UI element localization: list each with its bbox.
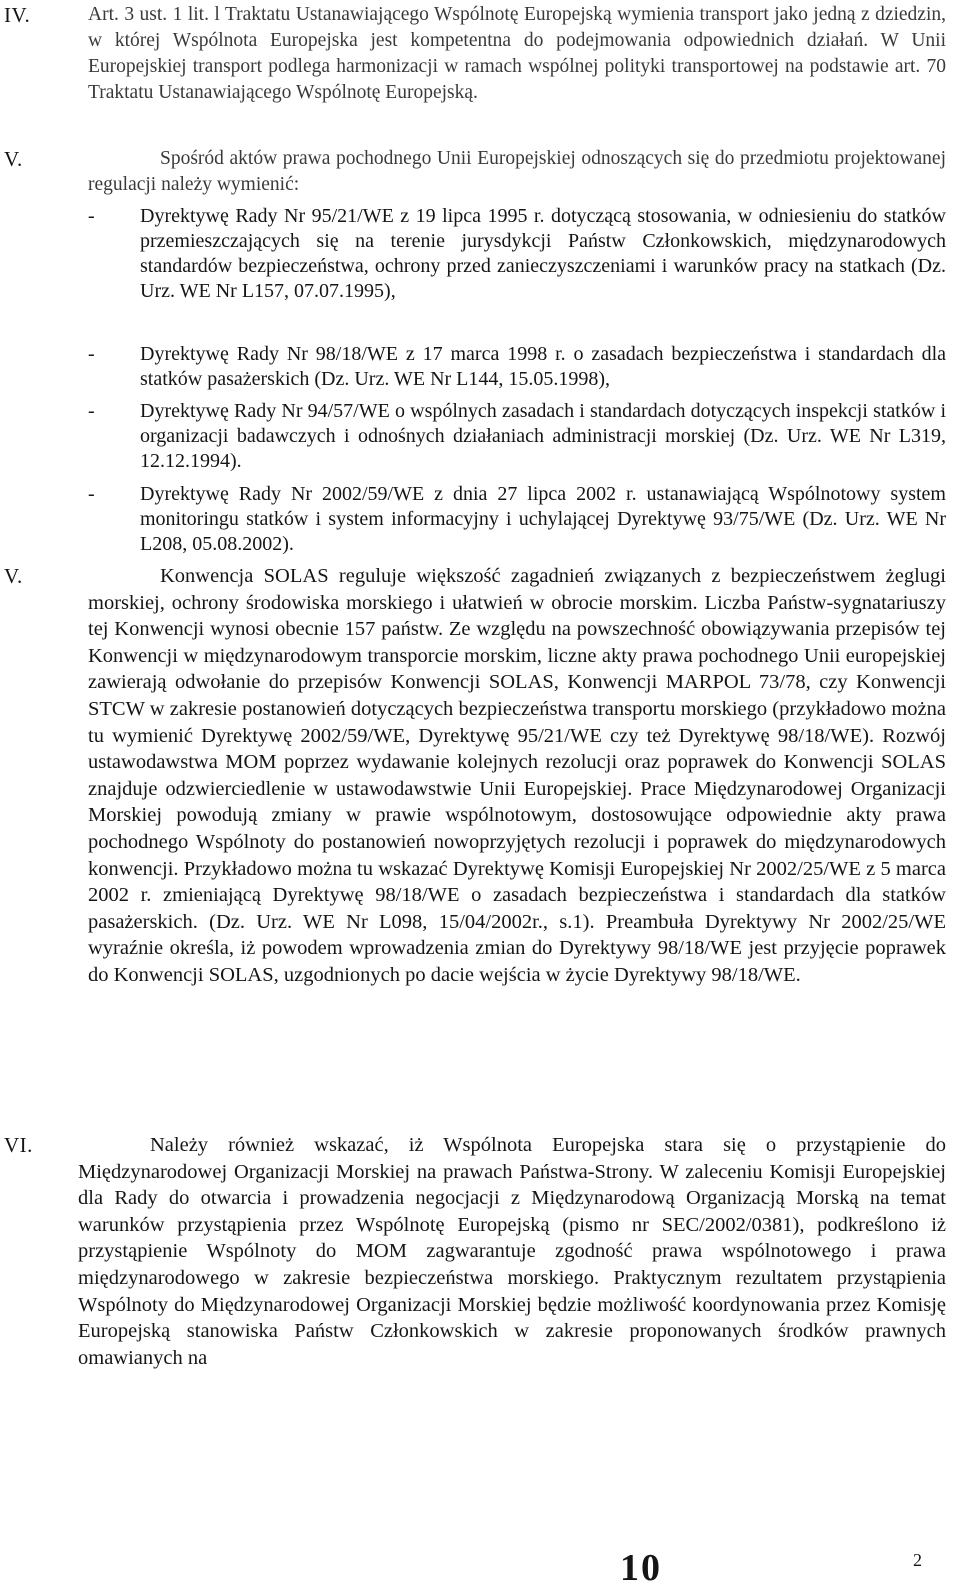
list-dash: - (88, 483, 95, 505)
directive-item-text: Dyrektywę Rady Nr 95/21/WE z 19 lipca 1995 r. dotyczącą stosowania, w odniesieniu do statków przemieszczających się na terenie jurysdykcji Państw Członkowskich, międzynarodowych standardów bezpieczeństwa, ochrony przed zanieczyszczeniami i warunków pracy na statkach (Dz. Urz. WE Nr L157, 07.07.1995), (140, 205, 946, 302)
list-dash: - (88, 343, 95, 365)
section-marker-iv: IV. (4, 3, 31, 27)
page-number: 10 (620, 1547, 662, 1589)
directive-list-item (88, 482, 946, 557)
sheet-number: 2 (913, 1550, 922, 1570)
directive-item-text: Dyrektywę Rady Nr 2002/59/WE z dnia 27 lipca 2002 r. ustanawiającą Wspólnotowy system monitoringu statków i system informacyjny i uchylającej Dyrektywę 93/75/WE (Dz. Urz. WE Nr L208, 05.08.2002). (140, 483, 946, 555)
section-iv-paragraph: Art. 3 ust. 1 lit. l Traktatu Ustanawiającego Wspólnotę Europejską wymienia transport jako jedną z dziedzin, w której Wspólnota Europejska jest kompetentna do podejmowania odpowiednich działań. W Unii Europejskiej transport podlega harmonizacji w ramach wspólnej polityki transportowej na podstawie art. 70 Traktatu Ustanawiającego Wspólnotę Europejską. (88, 4, 946, 103)
directive-list-item (88, 204, 946, 304)
section-marker-vi: VI. (4, 1133, 33, 1157)
directive-item-text: Dyrektywę Rady Nr 94/57/WE o wspólnych zasadach i standardach dotyczących inspekcji statków i organizacji badawczych i odnośnych działaniach administracji morskiej (Dz. Urz. WE Nr L319, 12.12.1994). (140, 400, 946, 472)
list-dash: - (88, 205, 95, 227)
section-marker-v-second: V. (4, 564, 23, 588)
section-v-intro: Spośród aktów prawa pochodnego Unii Europejskiej odnoszących się do przedmiotu projektowanej regulacji należy wymienić: (88, 148, 946, 195)
directive-item-text: Dyrektywę Rady Nr 98/18/WE z 17 marca 1998 r. o zasadach bezpieczeństwa i standardach dla statków pasażerskich (Dz. Urz. WE Nr L144, 15.05.1998), (140, 343, 946, 390)
section-v-solas-paragraph: Konwencja SOLAS reguluje większość zagadnień związanych z bezpieczeństwem żeglugi morskiej, ochrony środowiska morskiego i ułatwień w obrocie morskim. Liczba Państw-sygnatariuszy tej Konwencji wynosi obecnie 157 państw. Ze względu na powszechność obowiązywania przepisów tej Konwencji w międzynarodowym transporcie morskim, liczne akty prawa pochodnego Unii europejskiej zawierają odwołanie do przepisów Konwencji SOLAS, Konwencji MARPOL 73/78, czy Konwencji STCW w zakresie postanowień dotyczących bezpieczeństwa transportu morskiego (przykładowo można tu wymienić Dyrektywę 2002/59/WE, Dyrektywę 95/21/WE czy też Dyrektywę 98/18/WE). Rozwój ustawodawstwa MOM poprzez wydawanie kolejnych rezolucji oraz poprawek do Konwencji SOLAS znajduje odzwierciedlenie w ustawodawstwie Unii Europejskiej. Prace Międzynarodowej Organizacji Morskiej powodują zmiany w prawie wspólnotowym, dostosowujące odpowiednie akty prawa pochodnego Wspólnoty do postanowień nowoprzyjętych rezolucji i poprawek do międzynarodowych konwencji. Przykładowo można tu wskazać Dyrektywę Komisji Europejskiej Nr 2002/25/WE z 5 marca 2002 r. zmieniającą Dyrektywę 98/18/WE o zasadach bezpieczeństwa i standardach dla statków pasażerskich. (Dz. Urz. WE Nr L098, 15/04/2002r., s.1). Preambuła Dyrektywy Nr 2002/25/WE wyraźnie określa, iż powodem wprowadzenia zmian do Dyrektywy 98/18/WE jest przyjęcie poprawek do Konwencji SOLAS, uzgodnionych po dacie wejścia w życie Dyrektywy 98/18/WE. (88, 565, 946, 986)
section-vi-paragraph: Należy również wskazać, iż Wspólnota Europejska stara się o przystąpienie do Międzynarodowej Organizacji Morskiej na prawach Państwa-Strony. W zaleceniu Komisji Europejskiej dla Rady do otwarcia i prowadzenia negocjacji z Międzynarodową Organizacją Morską na temat warunków przystąpienia przez Wspólnotę Europejską (pismo nr SEC/2002/0381), podkreślono iż przystąpienie Wspólnoty do MOM zagwarantuje zgodność prawa wspólnotowego i prawa międzynarodowego w zakresie bezpieczeństwa morskiego. Praktycznym rezultatem przystąpienia Wspólnoty do Międzynarodowej Organizacji Morskiej będzie możliwość koordynowania przez Komisję Europejską stanowiska Państw Członkowskich w zakresie proponowanych środków prawnych omawianych na (78, 1134, 946, 1369)
section-marker-v-first: V. (4, 147, 23, 171)
directive-list-item (88, 399, 946, 474)
directive-list-item (88, 342, 946, 392)
list-dash: - (88, 400, 95, 422)
